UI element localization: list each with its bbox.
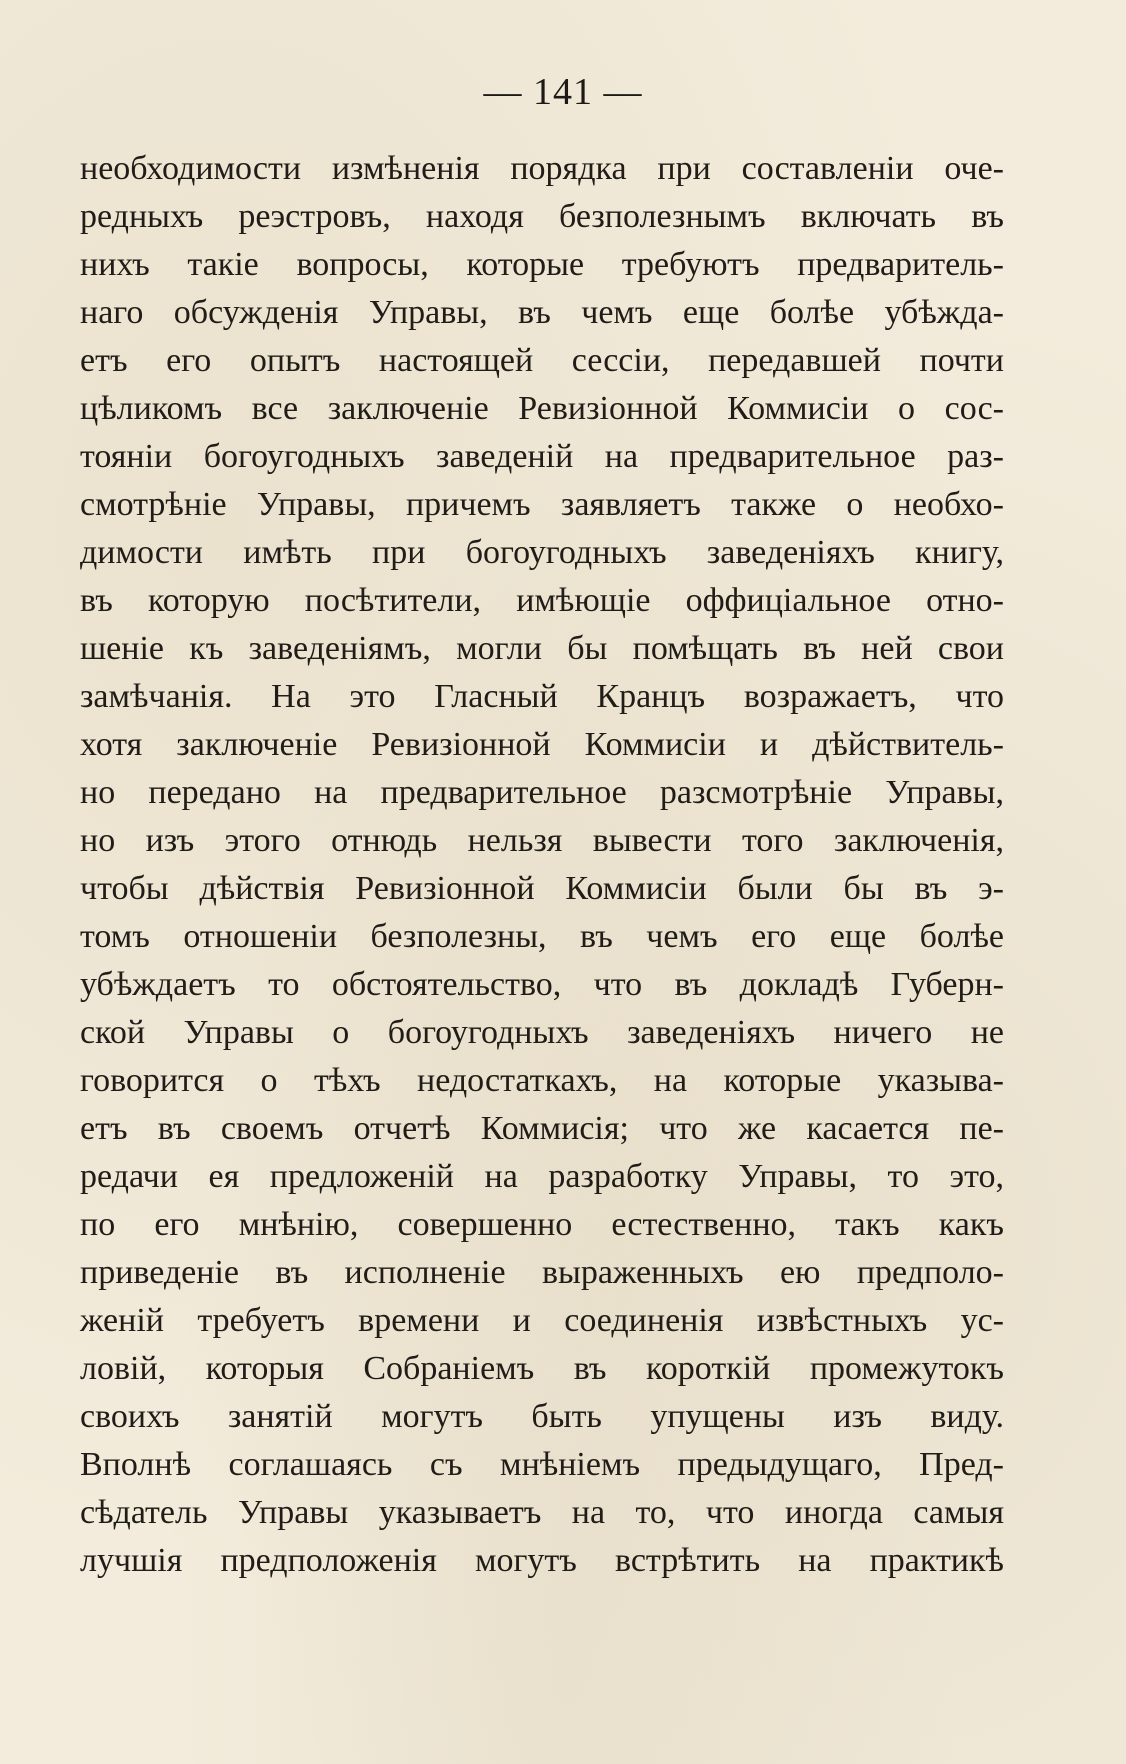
- text-line: редныхъ реэстровъ, находя безполезнымъ включать въ: [80, 198, 1004, 235]
- text-line: убѣждаетъ то обстоятельство, что въ докладѣ Губерн-: [80, 966, 1004, 1003]
- text-line: своихъ занятій могутъ быть упущены изъ виду.: [80, 1398, 1004, 1435]
- text-line: по его мнѣнію, совершенно естественно, такъ какъ: [80, 1206, 1004, 1243]
- text-line: сѣдатель Управы указываетъ на то, что иногда самыя: [80, 1494, 1004, 1531]
- text-line: томъ отношеніи безполезны, въ чемъ его еще болѣе: [80, 918, 1004, 955]
- text-line: димости имѣть при богоугодныхъ заведеніяхъ книгу,: [80, 534, 1004, 571]
- text-line: смотрѣніе Управы, причемъ заявляетъ также о необхо-: [80, 486, 1004, 523]
- text-line: лучшія предположенія могутъ встрѣтить на практикѣ: [80, 1542, 1004, 1579]
- text-line: но передано на предварительное разсмотрѣніе Управы,: [80, 774, 1004, 811]
- text-line: приведеніе въ исполненіе выраженныхъ ею предполо-: [80, 1254, 1004, 1291]
- text-line: необходимости измѣненія порядка при составленіи оче-: [80, 150, 1004, 187]
- text-line: нихъ такіе вопросы, которые требуютъ предваритель-: [80, 246, 1004, 283]
- text-line: замѣчанія. На это Гласный Кранцъ возражаетъ, что: [80, 678, 1004, 715]
- text-line: редачи ея предложеній на разработку Управы, то это,: [80, 1158, 1004, 1195]
- text-line: наго обсужденія Управы, въ чемъ еще болѣе убѣжда-: [80, 294, 1004, 331]
- text-line: хотя заключеніе Ревизіонной Коммисіи и дѣйствитель-: [80, 726, 1004, 763]
- text-line: женій требуетъ времени и соединенія извѣстныхъ ус-: [80, 1302, 1004, 1339]
- text-line: ловій, которыя Собраніемъ въ короткій промежутокъ: [80, 1350, 1004, 1387]
- page-number: — 141 —: [483, 71, 643, 113]
- text-line: етъ его опытъ настоящей сессіи, передавшей почти: [80, 342, 1004, 379]
- text-line: Вполнѣ соглашаясь съ мнѣніемъ предыдущаго, Пред-: [80, 1446, 1004, 1483]
- text-line: тояніи богоугодныхъ заведеній на предварительное раз-: [80, 438, 1004, 475]
- text-line: чтобы дѣйствія Ревизіонной Коммисіи были бы въ э-: [80, 870, 1004, 907]
- text-line: етъ въ своемъ отчетѣ Коммисія; что же касается пе-: [80, 1110, 1004, 1147]
- text-line: ской Управы о богоугодныхъ заведеніяхъ ничего не: [80, 1014, 1004, 1051]
- text-line: въ которую посѣтители, имѣющіе оффиціальное отно-: [80, 582, 1004, 619]
- text-line: шеніе къ заведеніямъ, могли бы помѣщать въ ней свои: [80, 630, 1004, 667]
- text-line: цѣликомъ все заключеніе Ревизіонной Коммисіи о сос-: [80, 390, 1004, 427]
- body-text: [80, 145, 1004, 1585]
- text-line: но изъ этого отнюдь нельзя вывести того заключенія,: [80, 822, 1004, 859]
- text-line: говорится о тѣхъ недостаткахъ, на которые указыва-: [80, 1062, 1004, 1099]
